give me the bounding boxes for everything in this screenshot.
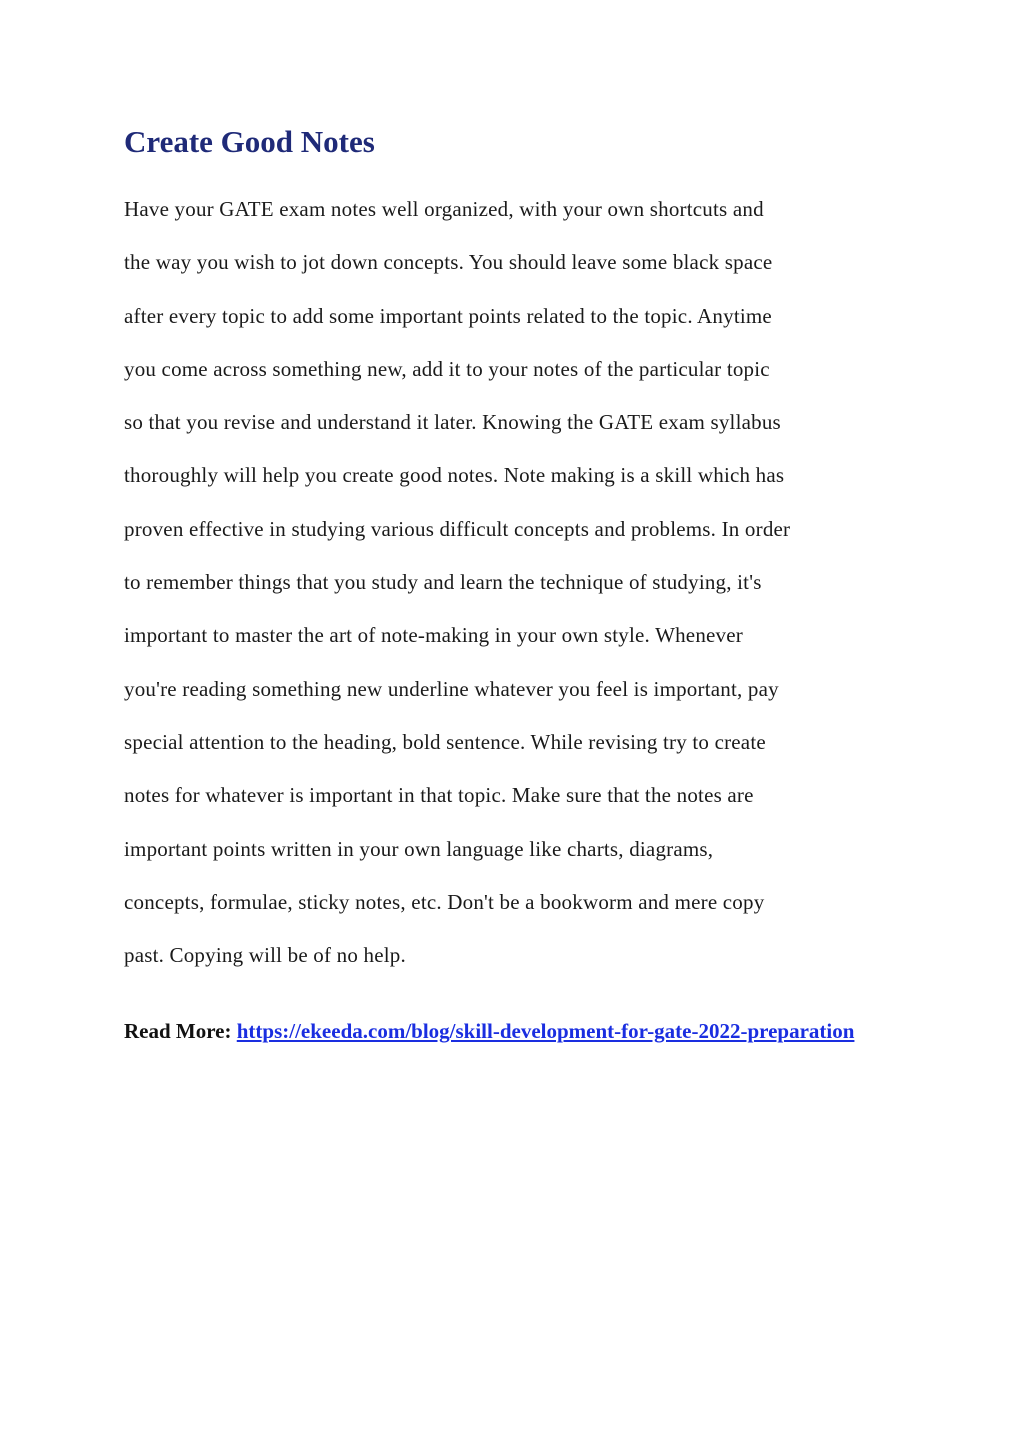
paragraph-line: important to master the art of note-making in your own style. Whenever bbox=[124, 623, 743, 648]
body-paragraph bbox=[124, 183, 924, 982]
paragraph-line: after every topic to add some important points related to the topic. Anytime bbox=[124, 303, 772, 328]
read-more-link[interactable]: https://ekeeda.com/blog/skill-development-for-gate-2022-preparation bbox=[236, 1019, 855, 1043]
read-more-section bbox=[124, 1018, 884, 1045]
paragraph-line: notes for whatever is important in that topic. Make sure that the notes are bbox=[124, 783, 754, 808]
paragraph-line: so that you revise and understand it later. Knowing the GATE exam syllabus bbox=[124, 410, 781, 435]
paragraph-line: to remember things that you study and learn the technique of studying, it's bbox=[124, 570, 762, 595]
paragraph-line: the way you wish to jot down concepts. You should leave some black space bbox=[124, 250, 773, 275]
paragraph-line: Have your GATE exam notes well organized, with your own shortcuts and bbox=[124, 197, 764, 221]
paragraph-line: thoroughly will help you create good notes. Note making is a skill which has bbox=[124, 463, 785, 488]
read-more-label: Read More: bbox=[124, 1019, 232, 1043]
paragraph-line: past. Copying will be of no help. bbox=[124, 943, 406, 968]
paragraph-line: concepts, formulae, sticky notes, etc. Don't be a bookworm and mere copy bbox=[124, 889, 765, 914]
paragraph-line: you come across something new, add it to your notes of the particular topic bbox=[124, 356, 770, 381]
paragraph-line: important points written in your own language like charts, diagrams, bbox=[124, 836, 714, 861]
paragraph-line: special attention to the heading, bold sentence. While revising try to create bbox=[124, 729, 766, 754]
paragraph-line: proven effective in studying various difficult concepts and problems. In order bbox=[124, 516, 791, 541]
paragraph-line: you're reading something new underline whatever you feel is important, pay bbox=[124, 676, 779, 701]
page-title: Create Good Notes bbox=[124, 124, 375, 159]
